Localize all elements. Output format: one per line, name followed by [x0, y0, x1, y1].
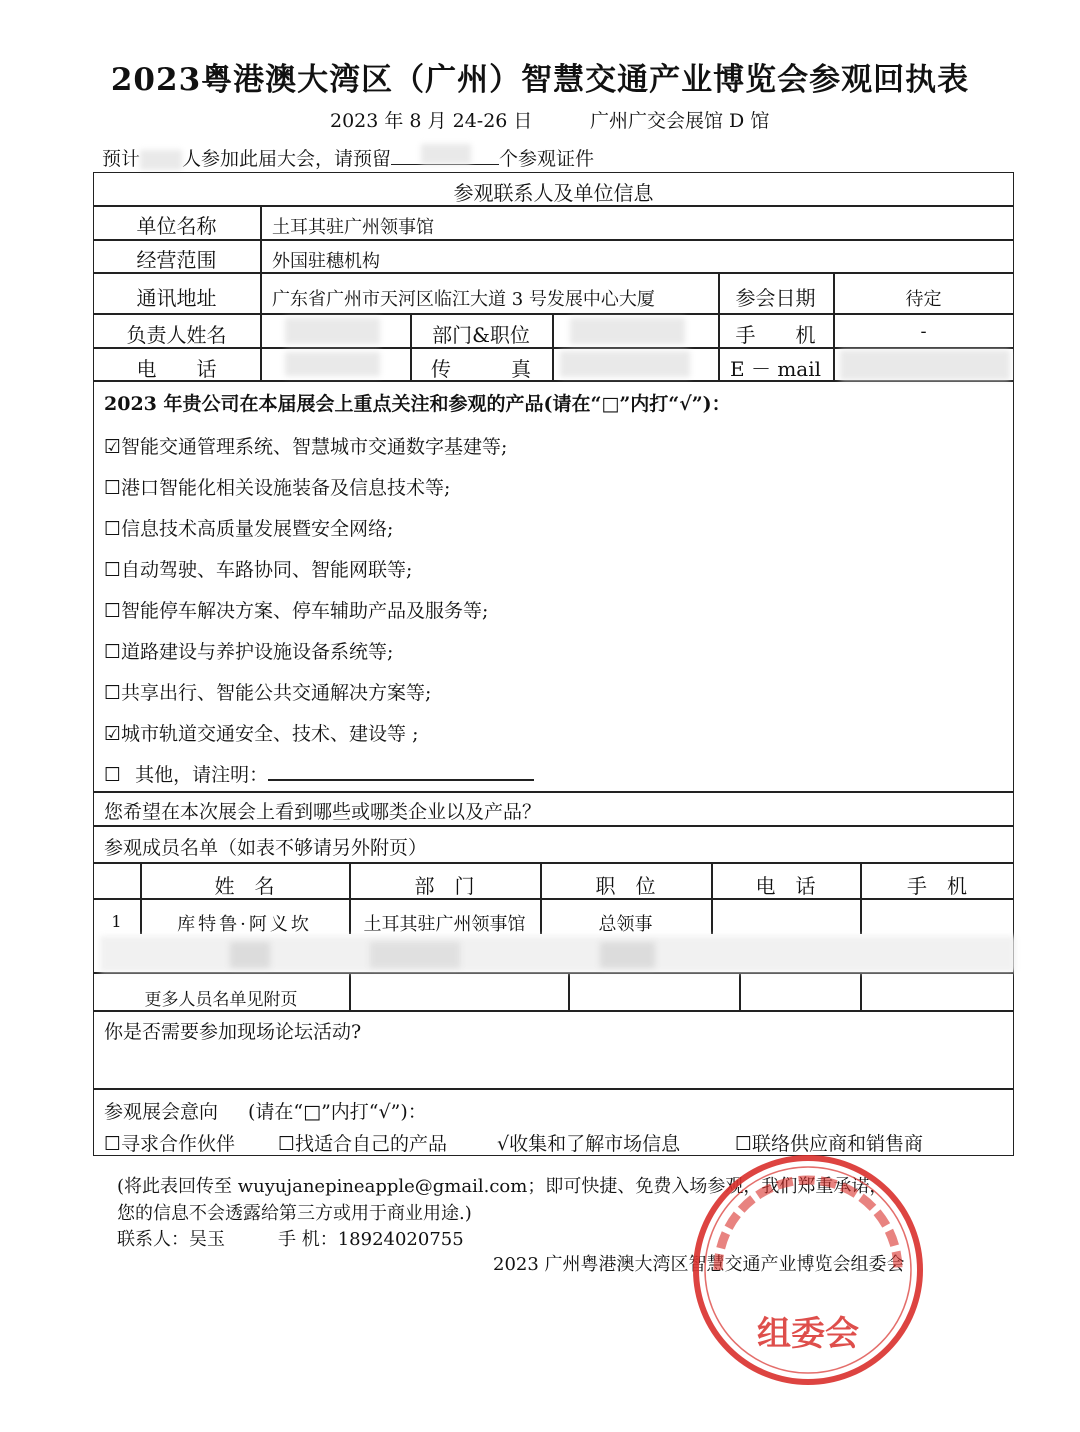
- other-label: 其他，请注明：: [135, 764, 269, 786]
- product-checkbox[interactable]: ☐: [104, 518, 122, 540]
- member-name: 库特鲁·阿义坎: [177, 914, 312, 935]
- product-checkbox[interactable]: ☐: [104, 600, 122, 622]
- attendance-prefix: 预计: [102, 148, 141, 170]
- person-name-label: 负责人姓名: [126, 323, 227, 347]
- product-option: [104, 719, 419, 746]
- product-option: [104, 678, 431, 705]
- product-checkbox[interactable]: ☐: [104, 641, 122, 663]
- intent-row: [104, 1097, 427, 1124]
- attend-date-value[interactable]: 待定: [905, 289, 942, 310]
- footer-note-line2: 您的信息不会透露给第三方或用于商业用途.): [117, 1203, 472, 1224]
- redacted-email: [840, 350, 1010, 380]
- email-label: E － mail: [730, 357, 821, 381]
- address-value[interactable]: 广东省广州市天河区临江大道 3 号发展中心大厦: [272, 289, 655, 310]
- redacted-fax: [560, 351, 690, 377]
- intent-option: [497, 1129, 680, 1156]
- members-header-phone: 电 话: [755, 874, 816, 898]
- mobile-value[interactable]: -: [920, 321, 927, 342]
- product-other-row: [104, 760, 268, 787]
- intent-title: 参观展会意向: [104, 1101, 219, 1123]
- members-header-position: 职 位: [595, 874, 656, 898]
- product-checkbox[interactable]: ☑: [104, 723, 122, 745]
- intent-label: 联络供应商和销售商: [752, 1133, 924, 1155]
- unit-name-label: 单位名称: [136, 214, 217, 238]
- fax-label: 传 真: [431, 357, 531, 381]
- member-position: 总领事: [598, 914, 653, 935]
- intent-label: 收集和了解市场信息: [509, 1133, 681, 1155]
- products-question: 2023 年贵公司在本届展会上重点关注和参观的产品(请在“□”内打“√”)：: [104, 393, 731, 415]
- redacted-person-name: [285, 318, 380, 344]
- forum-question: 你是否需要参加现场论坛活动?: [104, 1021, 362, 1043]
- product-checkbox[interactable]: ☐: [104, 477, 122, 499]
- redacted-dept-position: [570, 318, 685, 344]
- mobile-label: 手 机: [735, 323, 816, 347]
- intent-option: [278, 1129, 447, 1156]
- unit-name-value[interactable]: 土耳其驻广州领事馆: [272, 217, 434, 238]
- intent-checkbox[interactable]: ☐: [278, 1133, 296, 1155]
- wish-question: 您希望在本次展会上看到哪些或哪类企业以及产品？: [104, 801, 542, 823]
- members-title: 参观成员名单（如表不够请另外附页）: [104, 837, 428, 859]
- redacted-block: [370, 942, 460, 968]
- intent-checkbox[interactable]: ☐: [735, 1133, 753, 1155]
- footer-phone: 手 机：18924020755: [278, 1229, 464, 1250]
- product-option: [104, 596, 488, 623]
- product-label: 智能交通管理系统、智慧城市交通数字基建等;: [121, 436, 508, 458]
- product-option: [104, 637, 393, 664]
- contact-section-header: 参观联系人及单位信息: [453, 181, 654, 205]
- redacted-block: [600, 942, 655, 968]
- intent-checkbox[interactable]: √: [497, 1133, 510, 1155]
- product-label: 共享出行、智能公共交通解决方案等;: [121, 682, 432, 704]
- attendance-suffix: 个参观证件: [499, 148, 595, 170]
- attendance-line: [102, 144, 594, 171]
- redacted-block: [230, 942, 270, 968]
- seal-arc-text-icon: [718, 1180, 898, 1270]
- event-date: 2023 年 8 月 24-26 日: [330, 110, 533, 132]
- page-title: 2023粤港澳大湾区（广州）智慧交通产业博览会参观回执表: [110, 62, 970, 98]
- product-label: 港口智能化相关设施装备及信息技术等;: [121, 477, 451, 499]
- organizer-seal: [688, 1150, 928, 1390]
- event-venue: 广州广交会展馆 D 馆: [590, 110, 770, 132]
- footer-contact: 联系人：吴玉: [117, 1229, 225, 1250]
- redacted-pass-count: [421, 144, 471, 164]
- other-input-line[interactable]: [268, 779, 534, 781]
- intent-checkbox[interactable]: ☐: [104, 1133, 122, 1155]
- phone-label: 电 话: [136, 357, 217, 381]
- product-option: [104, 473, 450, 500]
- product-label: 信息技术高质量发展暨安全网络;: [121, 518, 394, 540]
- attend-date-label: 参会日期: [735, 286, 816, 310]
- business-scope-value[interactable]: 外国驻穗机构: [272, 251, 380, 272]
- dept-position-label: 部门&职位: [432, 323, 530, 347]
- other-checkbox[interactable]: ☐: [104, 764, 122, 786]
- redacted-count: [140, 150, 182, 170]
- product-option: [104, 432, 507, 459]
- product-label: 城市轨道交通安全、技术、建设等 ;: [121, 723, 419, 745]
- address-label: 通讯地址: [136, 286, 217, 310]
- intent-hint: (请在“□”内打“√”)：: [248, 1101, 427, 1123]
- product-label: 道路建设与养护设施设备系统等;: [121, 641, 394, 663]
- product-option: [104, 514, 393, 541]
- more-members-note: 更多人员名单见附页: [144, 990, 298, 1010]
- seal-text: 组委会: [757, 1314, 859, 1354]
- product-checkbox[interactable]: ☐: [104, 682, 122, 704]
- members-header-dept: 部 门: [414, 874, 475, 898]
- intent-option: [104, 1129, 235, 1156]
- product-label: 自动驾驶、车路协同、智能网联等;: [121, 559, 413, 581]
- member-dept: 土耳其驻广州领事馆: [363, 914, 526, 935]
- pass-count-field[interactable]: [391, 146, 499, 165]
- member-row-number: 1: [111, 912, 122, 931]
- footer-note-line1: (将此表回传至 wuyujanepineapple@gmail.com；即可快捷、免费入场参观，我们郑重承诺，: [117, 1176, 888, 1197]
- product-option: [104, 555, 412, 582]
- product-checkbox[interactable]: ☑: [104, 436, 122, 458]
- intent-label: 找适合自己的产品: [295, 1133, 448, 1155]
- business-scope-label: 经营范围: [136, 248, 217, 272]
- attendance-middle: 人参加此届大会，请预留: [182, 148, 392, 170]
- product-checkbox[interactable]: ☐: [104, 559, 122, 581]
- product-label: 智能停车解决方案、停车辅助产品及服务等;: [121, 600, 489, 622]
- organizer-name: 2023 广州粤港澳大湾区智慧交通产业博览会组委会: [493, 1254, 905, 1275]
- members-header-mobile: 手 机: [907, 874, 967, 898]
- intent-label: 寻求合作伙伴: [121, 1133, 236, 1155]
- members-header-name: 姓 名: [214, 874, 275, 898]
- redacted-phone: [285, 352, 380, 376]
